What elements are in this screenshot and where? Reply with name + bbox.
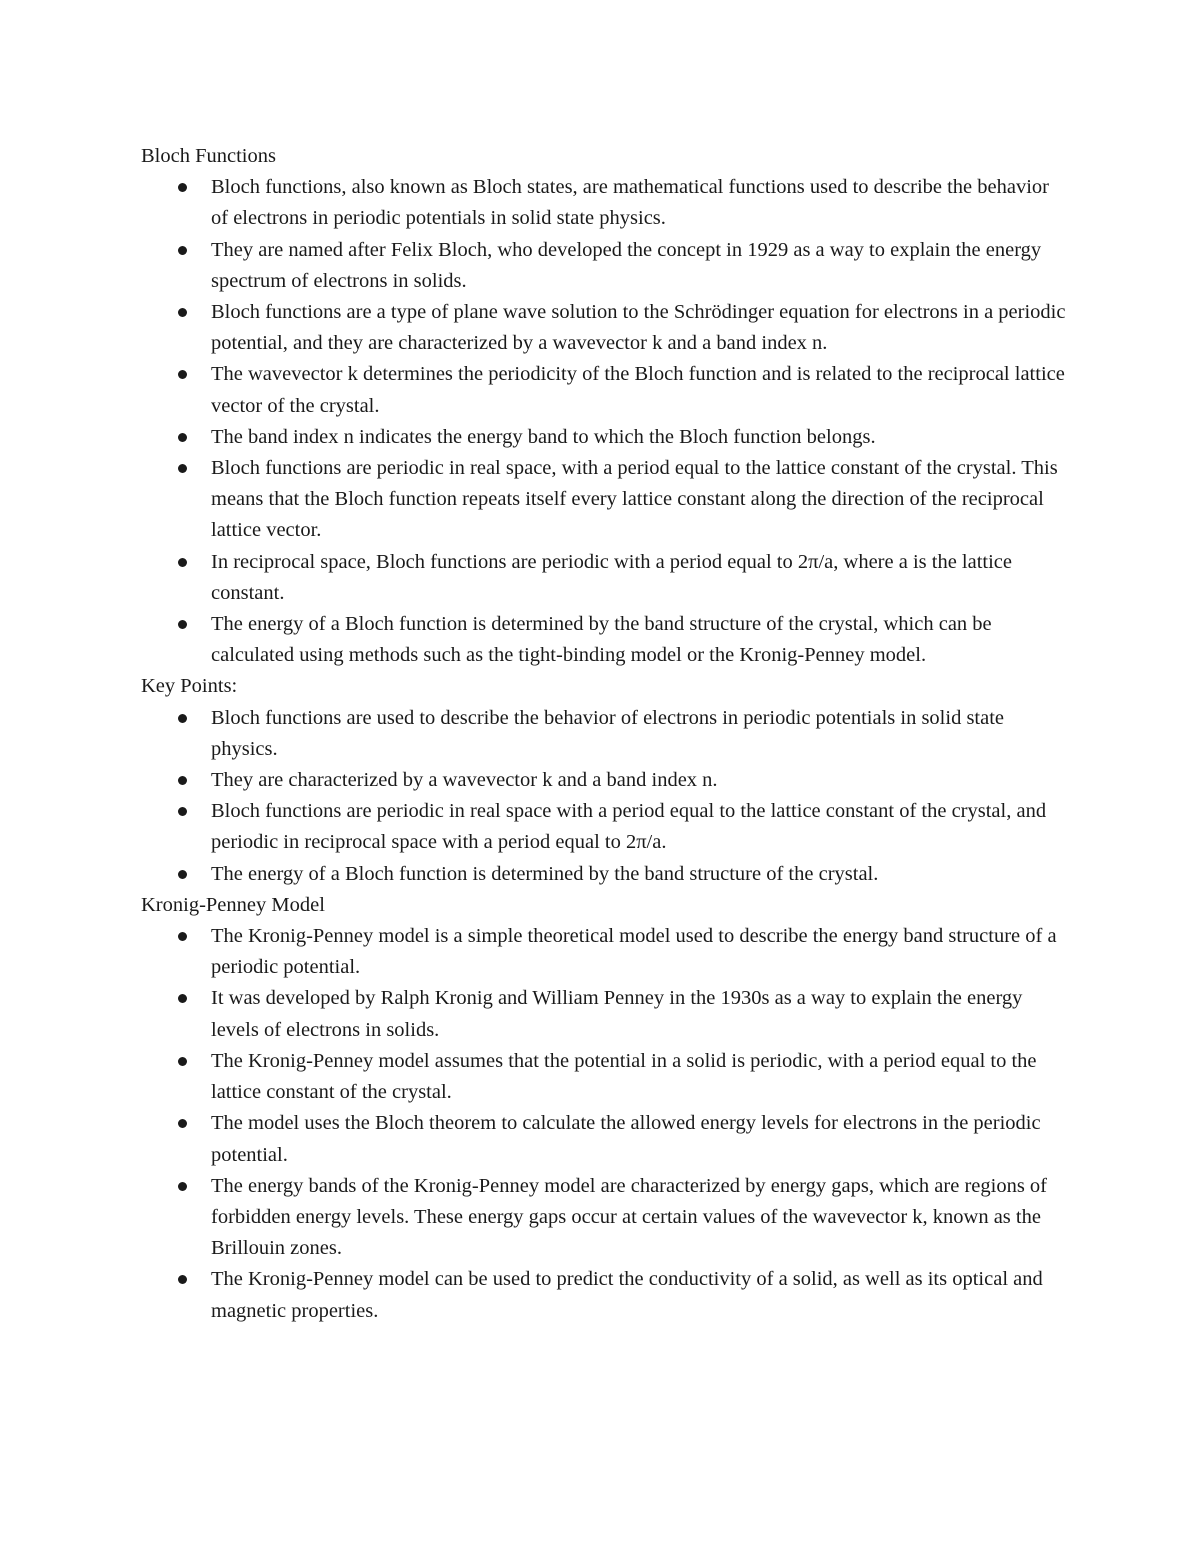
list-item	[211, 859, 1071, 890]
bullet-list	[141, 703, 1071, 890]
bullet-icon	[178, 994, 187, 1003]
list-item	[211, 547, 1071, 609]
section-heading: Key Points:	[141, 675, 238, 698]
list-item-text: The energy of a Bloch function is determined by the band structure of the crystal, which can be calculated using methods such as the tight-binding model or the Kronig-Penney model.	[211, 613, 992, 667]
list-item	[211, 765, 1071, 796]
bullet-icon	[178, 1275, 187, 1284]
bullet-icon	[178, 433, 187, 442]
list-item-text: The Kronig-Penney model can be used to predict the conductivity of a solid, as well as its optical and magnetic properties.	[211, 1268, 1043, 1322]
list-item-text: Bloch functions, also known as Bloch states, are mathematical functions used to describe the behavior of electrons in periodic potentials in solid state physics.	[211, 176, 1049, 230]
list-item-text: The energy of a Bloch function is determined by the band structure of the crystal.	[211, 862, 879, 885]
section-heading: Bloch Functions	[141, 145, 276, 167]
bullet-icon	[178, 246, 187, 255]
list-item	[211, 1264, 1071, 1326]
bullet-icon	[178, 1057, 187, 1066]
bullet-icon	[178, 1119, 187, 1128]
bullet-icon	[178, 558, 187, 567]
bullet-list	[141, 172, 1071, 671]
list-item	[211, 921, 1071, 983]
list-item-text: Bloch functions are periodic in real space with a period equal to the lattice constant of the crystal, and periodic in reciprocal space with a period equal to 2π/a.	[211, 800, 1047, 854]
list-item	[211, 703, 1071, 765]
bullet-icon	[178, 183, 187, 192]
list-item	[211, 796, 1071, 858]
bullet-icon	[178, 870, 187, 879]
bullet-list	[141, 921, 1071, 1327]
list-item-text: It was developed by Ralph Kronig and William Penney in the 1930s as a way to explain the energy levels of electrons in solids.	[211, 987, 1023, 1041]
bullet-icon	[178, 807, 187, 816]
list-item	[211, 172, 1071, 234]
section-heading: Kronig-Penney Model	[141, 893, 325, 916]
list-item	[211, 609, 1071, 671]
list-item	[211, 359, 1071, 421]
bullet-icon	[178, 1182, 187, 1191]
bullet-icon	[178, 370, 187, 379]
list-item-text: They are named after Felix Bloch, who developed the concept in 1929 as a way to explain the energy spectrum of electrons in solids.	[211, 238, 1042, 292]
list-item-text: The Kronig-Penney model assumes that the potential in a solid is periodic, with a period equal to the lattice constant of the crystal.	[211, 1049, 1037, 1104]
bullet-icon	[178, 620, 187, 629]
list-item	[211, 983, 1071, 1045]
section-bloch-functions	[141, 141, 1071, 671]
section-key-points	[141, 671, 1071, 889]
list-item	[211, 1171, 1071, 1265]
list-item-text: Bloch functions are periodic in real space, with a period equal to the lattice constant of the crystal. This means that the Bloch function repeats itself every lattice constant along the direction of the reciprocal lattice vector.	[211, 457, 1058, 542]
list-item-text: The wavevector k determines the periodicity of the Bloch function and is related to the reciprocal lattice vector of the crystal.	[211, 363, 1065, 417]
bullet-icon	[178, 464, 187, 473]
list-item-text: The model uses the Bloch theorem to calculate the allowed energy levels for electrons in the periodic potential.	[211, 1112, 1041, 1166]
document-page	[141, 141, 1071, 1327]
list-item-text: Bloch functions are used to describe the behavior of electrons in periodic potentials in solid state physics.	[211, 706, 1005, 760]
bullet-icon	[178, 308, 187, 317]
list-item-text: The Kronig-Penney model is a simple theoretical model used to describe the energy band structure of a periodic potential.	[211, 925, 1057, 979]
list-item-text: Bloch functions are a type of plane wave solution to the Schrödinger equation for electrons in a periodic potential, and they are characterized by a wavevector k and a band index n.	[211, 301, 1066, 355]
list-item	[211, 1046, 1071, 1108]
list-item-text: They are characterized by a wavevector k and a band index n.	[211, 769, 718, 792]
list-item-text: In reciprocal space, Bloch functions are periodic with a period equal to 2π/a, where a is the lattice constant.	[211, 550, 1012, 604]
list-item	[211, 453, 1071, 547]
list-item-text: The energy bands of the Kronig-Penney model are characterized by energy gaps, which are regions of forbidden energy levels. These energy gaps occur at certain values of the wavevector k, known as the Brillouin zones.	[211, 1174, 1048, 1260]
bullet-icon	[178, 776, 187, 785]
list-item-text: The band index n indicates the energy band to which the Bloch function belongs.	[211, 425, 876, 448]
list-item	[211, 297, 1071, 359]
bullet-icon	[178, 714, 187, 723]
bullet-icon	[178, 932, 187, 941]
list-item	[211, 1108, 1071, 1170]
list-item	[211, 235, 1071, 297]
section-kronig-penney-model	[141, 890, 1071, 1327]
list-item	[211, 422, 1071, 453]
